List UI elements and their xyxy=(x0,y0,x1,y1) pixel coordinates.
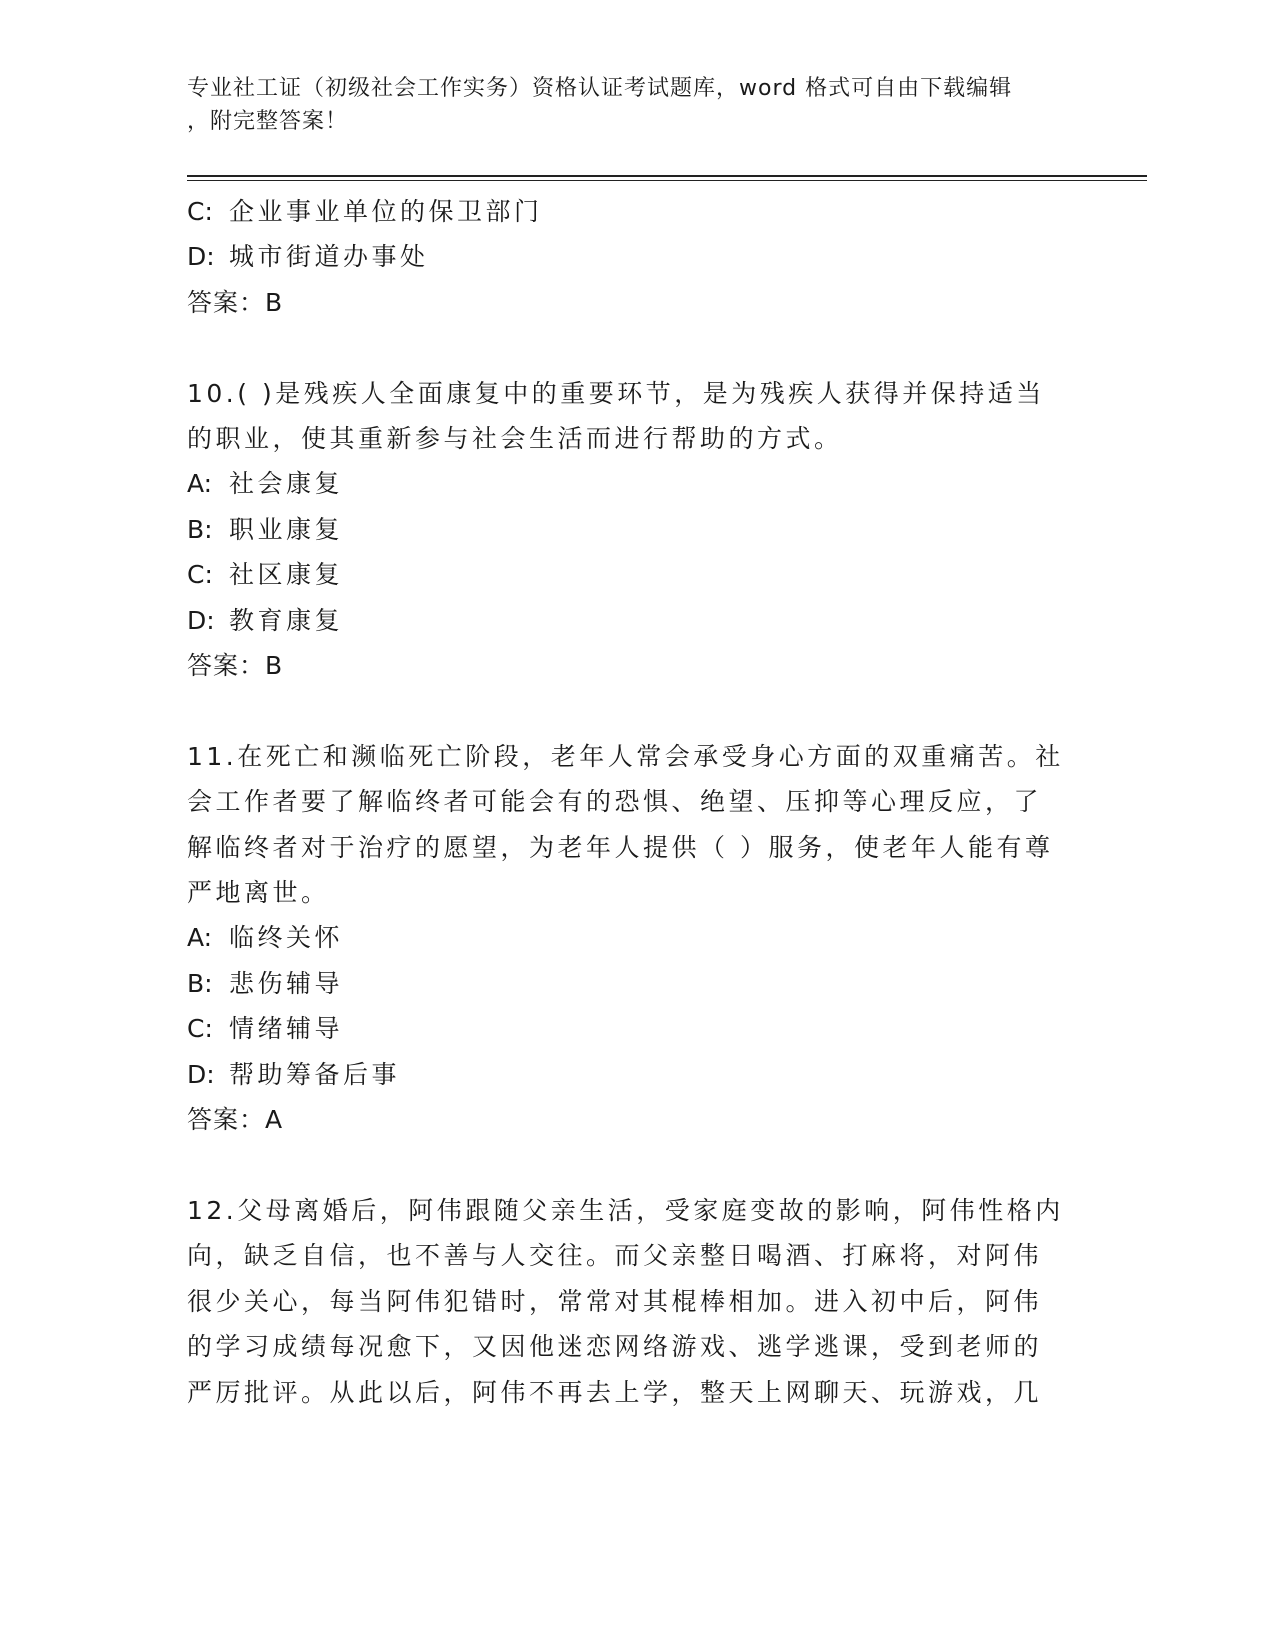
option-a xyxy=(187,915,1067,960)
answer-line: 答案：A xyxy=(187,1105,284,1135)
option-letter: D: xyxy=(187,1059,215,1089)
question-text-line: 会工作者要了解临终者可能会有的恐惧、绝望、压抑等心理反应，了 xyxy=(187,787,1043,817)
option-text: 悲伤辅导 xyxy=(229,968,344,998)
question-text-line: 严地离世。 xyxy=(187,878,330,908)
option-text: 教育康复 xyxy=(229,605,344,635)
option-c xyxy=(187,1006,1067,1051)
question-text-line: 解临终者对于治疗的愿望，为老年人提供（ ）服务，使老年人能有尊 xyxy=(187,832,1054,862)
question-text-line: 的职业，使其重新参与社会生活而进行帮助的方式。 xyxy=(187,424,843,454)
option-text: 社区康复 xyxy=(229,560,344,590)
option-letter: A: xyxy=(187,923,213,953)
option-c xyxy=(187,552,1067,597)
question-11 xyxy=(187,734,1067,1143)
option-letter: B: xyxy=(187,968,213,998)
option-letter: D: xyxy=(187,242,215,272)
question-text-line: 10.( )是残疾人全面康复中的重要环节，是为残疾人获得并保持适当 xyxy=(187,378,1045,408)
option-c xyxy=(187,189,1067,234)
question-9-tail xyxy=(187,189,1067,325)
header-title-line1: 专业社工证（初级社会工作实务）资格认证考试题库，word 格式可自由下载编辑 xyxy=(187,76,1013,101)
question-10 xyxy=(187,371,1067,689)
question-text-line: 的学习成绩每况愈下，又因他迷恋网络游戏、逃学逃课，受到老师的 xyxy=(187,1332,1043,1362)
question-list xyxy=(187,189,1067,1415)
option-text: 情绪辅导 xyxy=(229,1014,344,1044)
option-letter: B: xyxy=(187,514,213,544)
option-letter: D: xyxy=(187,605,215,635)
answer-line: 答案：B xyxy=(187,651,284,681)
option-text: 帮助筹备后事 xyxy=(229,1059,401,1089)
question-text-line: 11.在死亡和濒临死亡阶段，老年人常会承受身心方面的双重痛苦。社 xyxy=(187,741,1064,771)
header-divider-thick xyxy=(187,175,1147,177)
option-text: 企业事业单位的保卫部门 xyxy=(229,197,543,226)
option-d xyxy=(187,234,1067,279)
header-title-line2: ，附完整答案！ xyxy=(187,109,349,134)
option-text: 职业康复 xyxy=(229,514,344,544)
document-header xyxy=(187,72,1067,138)
option-d xyxy=(187,1052,1067,1097)
option-text: 城市街道办事处 xyxy=(229,242,429,272)
option-letter: C: xyxy=(187,1014,213,1044)
option-b xyxy=(187,961,1067,1006)
option-text: 临终关怀 xyxy=(229,923,344,953)
option-letter: A: xyxy=(187,469,213,499)
question-text-line: 很少关心，每当阿伟犯错时，常常对其棍棒相加。进入初中后，阿伟 xyxy=(187,1286,1043,1316)
option-text: 社会康复 xyxy=(229,469,344,499)
question-text-line: 12.父母离婚后，阿伟跟随父亲生活，受家庭变故的影响，阿伟性格内 xyxy=(187,1195,1064,1225)
spacer xyxy=(187,325,1067,370)
spacer xyxy=(187,688,1067,733)
option-b xyxy=(187,507,1067,552)
question-text-line: 向，缺乏自信，也不善与人交往。而父亲整日喝酒、打麻将，对阿伟 xyxy=(187,1241,1043,1271)
option-letter: C: xyxy=(187,560,213,590)
question-text-line: 严厉批评。从此以后，阿伟不再去上学，整天上网聊天、玩游戏，几 xyxy=(187,1377,1043,1407)
answer-line: 答案：B xyxy=(187,287,284,317)
header-divider-thin xyxy=(187,180,1147,181)
option-letter: C: xyxy=(187,197,213,226)
question-12 xyxy=(187,1188,1067,1415)
spacer xyxy=(187,1143,1067,1188)
option-d xyxy=(187,598,1067,643)
option-a xyxy=(187,461,1067,506)
